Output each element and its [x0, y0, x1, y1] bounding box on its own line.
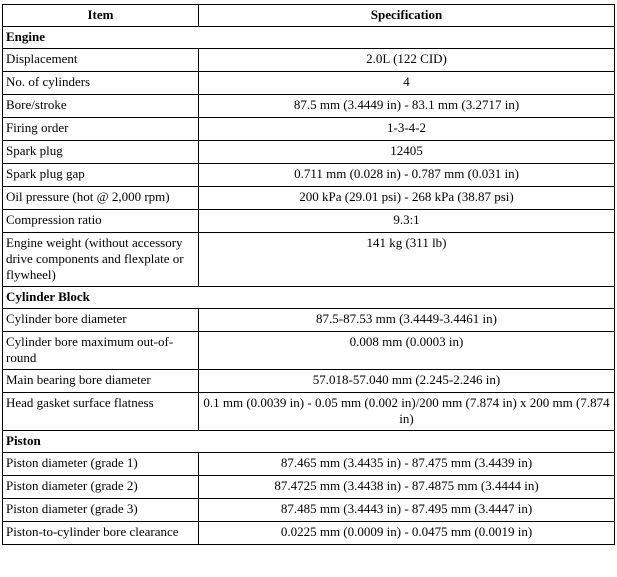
- item-cell: Cylinder bore diameter: [3, 309, 199, 332]
- table-row: [3, 453, 615, 476]
- table-row: [3, 49, 615, 72]
- table-row: [3, 309, 615, 332]
- table-row: [3, 522, 615, 545]
- header-row: [3, 5, 615, 27]
- item-cell: Bore/stroke: [3, 95, 199, 118]
- section-title: Piston: [3, 431, 615, 453]
- item-cell: Head gasket surface flatness: [3, 393, 199, 431]
- spec-table-container: [2, 4, 614, 545]
- item-cell: Spark plug gap: [3, 164, 199, 187]
- table-row: [3, 141, 615, 164]
- header-specification: Specification: [199, 5, 615, 27]
- specification-cell: 0.1 mm (0.0039 in) - 0.05 mm (0.002 in)/200 mm (7.874 in) x 200 mm (7.874 in): [199, 393, 615, 431]
- specification-cell: 87.485 mm (3.4443 in) - 87.495 mm (3.4447 in): [199, 499, 615, 522]
- item-cell: Oil pressure (hot @ 2,000 rpm): [3, 187, 199, 210]
- table-row: [3, 118, 615, 141]
- spec-table-body: [3, 27, 615, 545]
- item-cell: Engine weight (without accessory drive components and flexplate or flywheel): [3, 233, 199, 287]
- specification-cell: 2.0L (122 CID): [199, 49, 615, 72]
- table-row: [3, 72, 615, 95]
- specification-cell: 141 kg (311 lb): [199, 233, 615, 287]
- section-row: [3, 287, 615, 309]
- specification-cell: 87.465 mm (3.4435 in) - 87.475 mm (3.4439 in): [199, 453, 615, 476]
- item-cell: Piston-to-cylinder bore clearance: [3, 522, 199, 545]
- table-row: [3, 332, 615, 370]
- specification-cell: 57.018-57.040 mm (2.245-2.246 in): [199, 370, 615, 393]
- section-row: [3, 27, 615, 49]
- section-title: Cylinder Block: [3, 287, 615, 309]
- table-row: [3, 95, 615, 118]
- specification-cell: 9.3:1: [199, 210, 615, 233]
- item-cell: No. of cylinders: [3, 72, 199, 95]
- specification-cell: 4: [199, 72, 615, 95]
- specification-cell: 0.0225 mm (0.0009 in) - 0.0475 mm (0.0019 in): [199, 522, 615, 545]
- specification-cell: 87.4725 mm (3.4438 in) - 87.4875 mm (3.4444 in): [199, 476, 615, 499]
- item-cell: Displacement: [3, 49, 199, 72]
- item-cell: Main bearing bore diameter: [3, 370, 199, 393]
- table-row: [3, 393, 615, 431]
- specification-cell: 87.5 mm (3.4449 in) - 83.1 mm (3.2717 in): [199, 95, 615, 118]
- item-cell: Piston diameter (grade 3): [3, 499, 199, 522]
- item-cell: Piston diameter (grade 1): [3, 453, 199, 476]
- table-row: [3, 187, 615, 210]
- item-cell: Firing order: [3, 118, 199, 141]
- table-row: [3, 210, 615, 233]
- specification-cell: 12405: [199, 141, 615, 164]
- table-row: [3, 370, 615, 393]
- item-cell: Compression ratio: [3, 210, 199, 233]
- table-row: [3, 164, 615, 187]
- table-row: [3, 476, 615, 499]
- header-item: Item: [3, 5, 199, 27]
- specification-cell: 1-3-4-2: [199, 118, 615, 141]
- item-cell: Spark plug: [3, 141, 199, 164]
- item-cell: Piston diameter (grade 2): [3, 476, 199, 499]
- specification-cell: 0.711 mm (0.028 in) - 0.787 mm (0.031 in): [199, 164, 615, 187]
- section-title: Engine: [3, 27, 615, 49]
- specification-cell: 0.008 mm (0.0003 in): [199, 332, 615, 370]
- specification-cell: 87.5-87.53 mm (3.4449-3.4461 in): [199, 309, 615, 332]
- specification-cell: 200 kPa (29.01 psi) - 268 kPa (38.87 psi): [199, 187, 615, 210]
- table-row: [3, 499, 615, 522]
- table-row: [3, 233, 615, 287]
- specification-table: [2, 4, 615, 545]
- section-row: [3, 431, 615, 453]
- item-cell: Cylinder bore maximum out-of-round: [3, 332, 199, 370]
